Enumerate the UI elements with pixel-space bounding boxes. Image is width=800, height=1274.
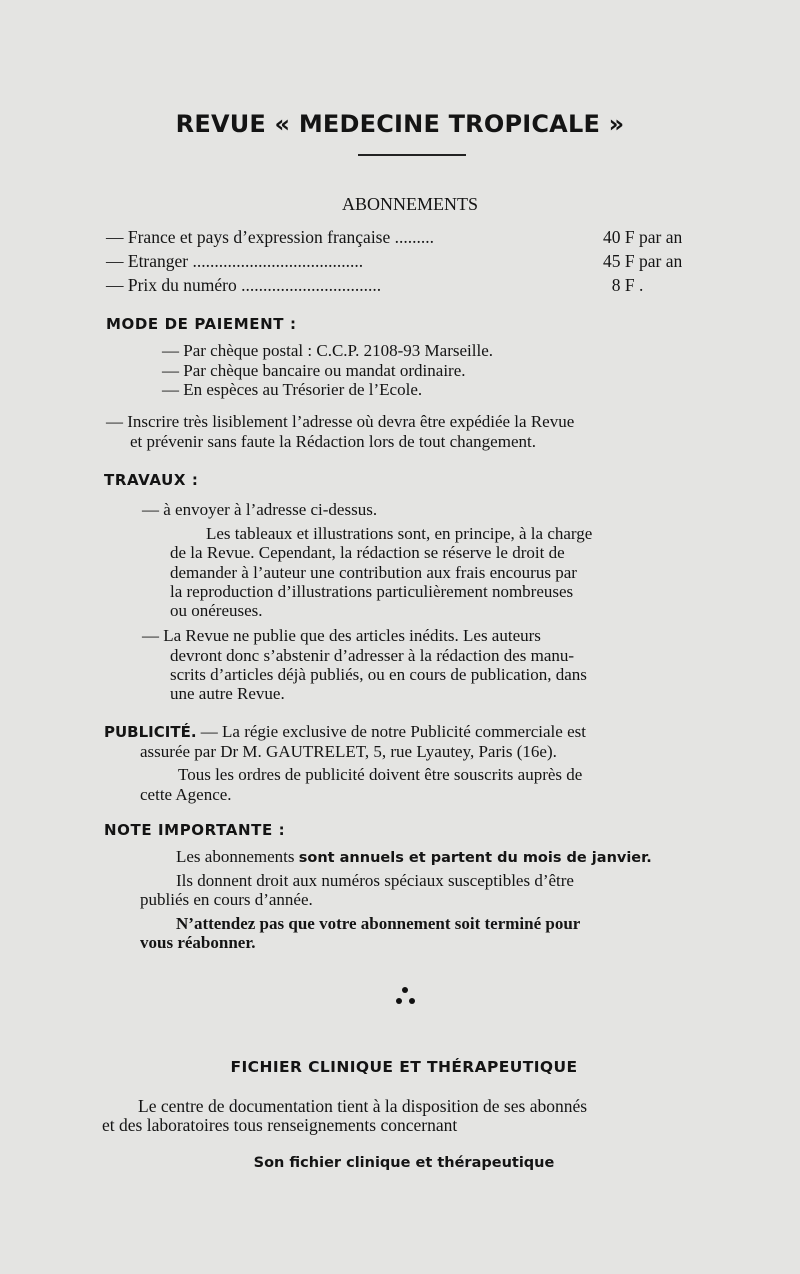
subscription-row-label: — Prix du numéro ................................: [106, 275, 382, 295]
title-underline: [358, 154, 466, 156]
note-line: publiés en cours d’année.: [140, 890, 313, 909]
note-importante-heading: NOTE IMPORTANTE :: [104, 821, 286, 839]
travaux-item-line: scrits d’articles déjà publiés, ou en cours de publication, dans: [170, 665, 587, 684]
publicite-line: Tous les ordres de publicité doivent être souscrits auprès de: [178, 765, 583, 784]
travaux-para-line: ou onéreuses.: [170, 601, 263, 620]
subscription-row-price: 8 F .: [603, 275, 644, 295]
travaux-para-line: de la Revue. Cependant, la rédaction se réserve le droit de: [170, 543, 565, 562]
publicite-text: — La régie exclusive de notre Publicité commerciale est: [200, 722, 586, 741]
publicite-line: cette Agence.: [140, 785, 232, 804]
payment-item: — En espèces au Trésorier de l’Ecole.: [162, 380, 423, 399]
asterism-ornament: [390, 985, 420, 1009]
fichier-heading: FICHIER CLINIQUE ET THÉRAPEUTIQUE: [230, 1058, 578, 1076]
fichier-subheading: Son fichier clinique et thérapeutique: [253, 1155, 555, 1171]
abonnements-heading: ABONNEMENTS: [341, 194, 478, 214]
payment-note-line: — Inscrire très lisiblement l’adresse où devra être expédiée la Revue: [106, 412, 575, 431]
travaux-para-line: la reproduction d’illustrations particulièrement nombreuses: [170, 582, 574, 601]
note-line: N’attendez pas que votre abonnement soit terminé pour: [176, 914, 581, 933]
travaux-item-line: — La Revue ne publie que des articles inédits. Les auteurs: [142, 626, 541, 645]
payment-item: — Par chèque postal : C.C.P. 2108-93 Marseille.: [162, 341, 493, 360]
note-bold-text: sont annuels et partent du mois de janvier.: [298, 850, 652, 866]
fichier-line: et des laboratoires tous renseignements concernant: [102, 1115, 458, 1135]
subscription-row-label: — Etranger .......................................: [106, 251, 364, 271]
travaux-heading: TRAVAUX :: [104, 471, 199, 489]
mode-paiement-heading: MODE DE PAIEMENT :: [106, 315, 297, 333]
travaux-item: — à envoyer à l’adresse ci-dessus.: [142, 500, 378, 519]
travaux-para-line: demander à l’auteur une contribution aux frais encourus par: [170, 563, 577, 582]
subscription-row-price: 40 F par an: [603, 227, 683, 247]
subscription-row-price: 45 F par an: [603, 251, 683, 271]
payment-note-line: et prévenir sans faute la Rédaction lors de tout changement.: [130, 432, 536, 451]
subscription-row-label: — France et pays d’expression française .........: [106, 227, 435, 247]
page-title: REVUE « MEDECINE TROPICALE »: [175, 110, 625, 138]
publicite-heading: PUBLICITÉ.: [104, 723, 197, 741]
note-line: [176, 847, 652, 867]
fichier-line: Le centre de documentation tient à la disposition de ses abonnés: [138, 1096, 588, 1116]
travaux-item-line: devront donc s’abstenir d’adresser à la rédaction des manu-: [170, 646, 575, 665]
note-text: Les abonnements: [176, 847, 299, 866]
note-line: Ils donnent droit aux numéros spéciaux susceptibles d’être: [176, 871, 574, 890]
payment-item: — Par chèque bancaire ou mandat ordinaire.: [162, 361, 466, 380]
publicite-line: assurée par Dr M. GAUTRELET, 5, rue Lyautey, Paris (16e).: [140, 742, 557, 761]
publicite-line: [104, 722, 586, 742]
travaux-item-line: une autre Revue.: [170, 684, 285, 703]
travaux-para-line: Les tableaux et illustrations sont, en principe, à la charge: [206, 524, 593, 543]
note-line: vous réabonner.: [140, 933, 256, 952]
